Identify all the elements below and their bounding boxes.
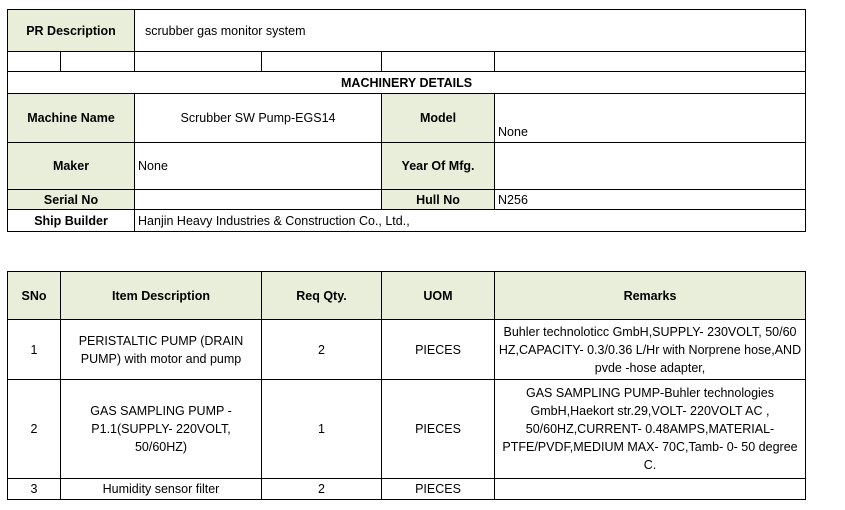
- serial-value: [135, 190, 382, 210]
- row-description: PERISTALTIC PUMP (DRAIN PUMP) with motor and pump: [61, 320, 262, 380]
- pr-description-label: PR Description: [8, 10, 135, 52]
- col-header-qty: Req Qty.: [262, 272, 382, 320]
- machinery-details-table: [7, 9, 806, 232]
- hull-label: Hull No: [382, 190, 495, 210]
- row-sno: 2: [8, 380, 61, 479]
- pr-description-value: scrubber gas monitor system: [135, 10, 806, 52]
- ship-builder-value: Hanjin Heavy Industries & Construction Co., Ltd.,: [135, 210, 806, 232]
- row-qty: 2: [262, 479, 382, 500]
- col-header-description: Item Description: [61, 272, 262, 320]
- row-remarks: GAS SAMPLING PUMP-Buhler technologies GmbH,Haekort str.29,VOLT- 220VOLT AC , 50/60HZ,CURRENT- 0.48AMPS,MATERIAL- PTFE/PVDF,MEDIUM MAX- 70C,Tamb- 0- 50 degree C.: [495, 380, 806, 479]
- empty-cell: [61, 52, 135, 72]
- table-row: [8, 320, 806, 380]
- row-description: GAS SAMPLING PUMP - P1.1(SUPPLY- 220VOLT, 50/60HZ): [61, 380, 262, 479]
- year-label: Year Of Mfg.: [382, 143, 495, 190]
- table-row: [8, 479, 806, 500]
- model-value: None: [495, 94, 806, 143]
- row-qty: 2: [262, 320, 382, 380]
- empty-cell: [262, 52, 382, 72]
- maker-value: None: [135, 143, 382, 190]
- col-header-sno: SNo: [8, 272, 61, 320]
- serial-label: Serial No: [8, 190, 135, 210]
- row-uom: PIECES: [382, 320, 495, 380]
- machine-name-label: Machine Name: [8, 94, 135, 143]
- row-uom: PIECES: [382, 380, 495, 479]
- year-value: [495, 143, 806, 190]
- row-sno: 1: [8, 320, 61, 380]
- model-label: Model: [382, 94, 495, 143]
- empty-cell: [382, 52, 495, 72]
- row-qty: 1: [262, 380, 382, 479]
- row-uom: PIECES: [382, 479, 495, 500]
- row-remarks: Buhler technoloticc GmbH,SUPPLY- 230VOLT, 50/60 HZ,CAPACITY- 0.3/0.36 L/Hr with Norprene hose,AND pvde -hose adapter,: [495, 320, 806, 380]
- col-header-remarks: Remarks: [495, 272, 806, 320]
- machine-name-value: Scrubber SW Pump-EGS14: [135, 94, 382, 143]
- machinery-section-title: MACHINERY DETAILS: [8, 72, 806, 94]
- empty-cell: [8, 52, 61, 72]
- hull-value: N256: [495, 190, 806, 210]
- row-description: Humidity sensor filter: [61, 479, 262, 500]
- empty-cell: [495, 52, 806, 72]
- col-header-uom: UOM: [382, 272, 495, 320]
- row-sno: 3: [8, 479, 61, 500]
- ship-builder-label: Ship Builder: [8, 210, 135, 232]
- maker-label: Maker: [8, 143, 135, 190]
- items-table: [7, 271, 806, 500]
- table-row: [8, 380, 806, 479]
- empty-cell: [135, 52, 262, 72]
- row-remarks: [495, 479, 806, 500]
